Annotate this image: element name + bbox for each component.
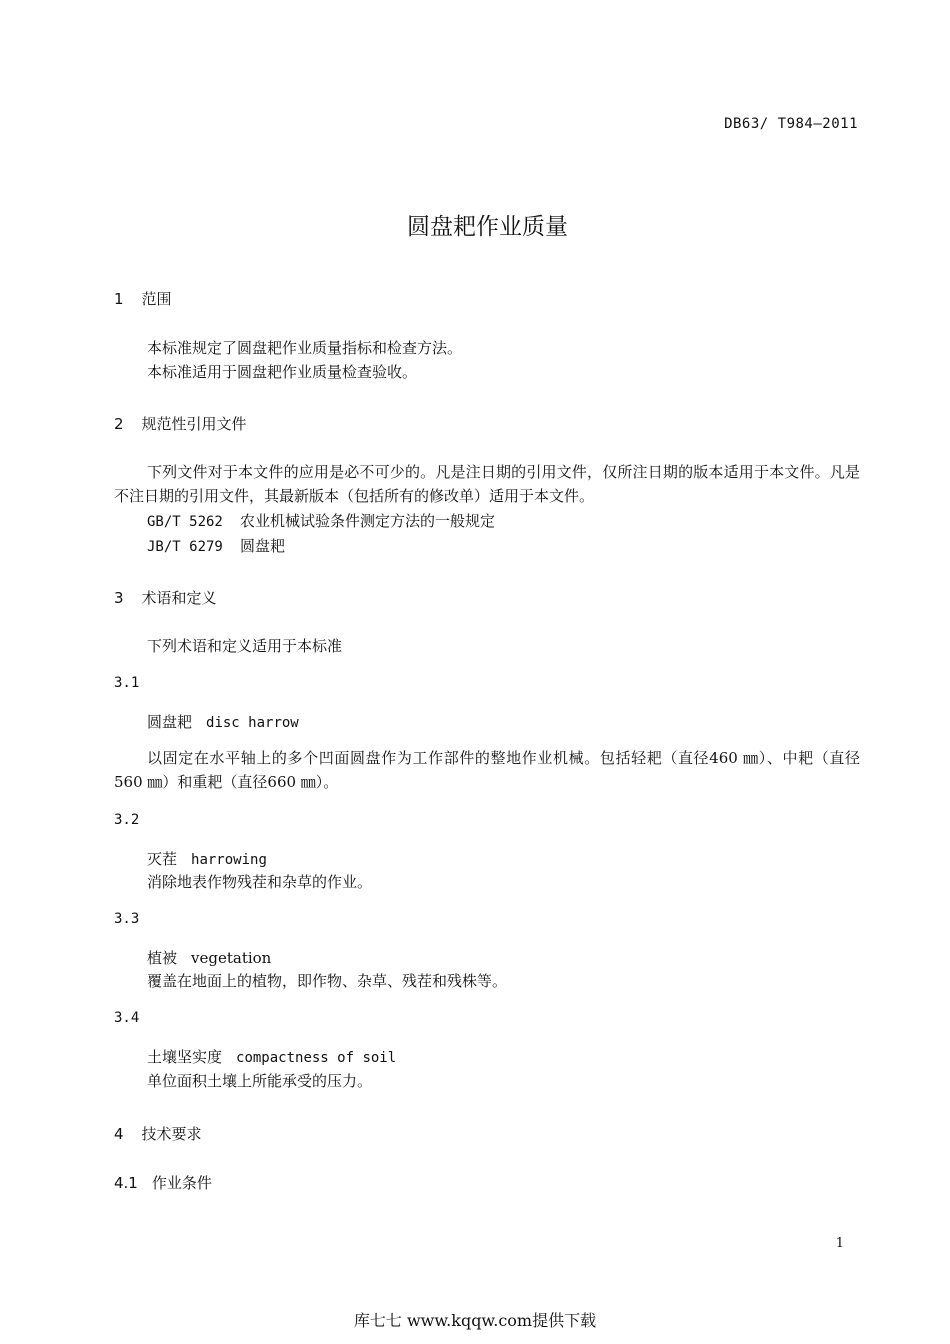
subsection-4-1-heading [114,1172,212,1193]
reference-title: 圆盘耙 [240,537,286,555]
document-title: 圆盘耙作业质量 [407,214,568,240]
section-title: 规范性引用文件 [141,415,247,433]
reference-code: GB/T 5262 [147,514,223,530]
section-1-heading [114,288,172,309]
reference-title: 农业机械试验条件测定方法的一般规定 [240,512,496,530]
section-4-heading [114,1123,202,1144]
term-number: 3.1 [114,675,140,691]
term-heading [147,1046,396,1067]
section-2-paragraph: 下列文件对于本文件的应用是必不可少的。凡是注日期的引用文件，仅所注日期的版本适用于本文件。凡是不注日期的引用文件，其最新版本（包括所有的修改单）适用于本文件。 [114,463,860,505]
section-3-heading [114,587,217,608]
subsection-number: 4.1 [114,1174,138,1192]
term-definition: 消除地表作物残茬和杂草的作业。 [147,873,373,891]
reference-item [147,534,285,559]
section-number: 4 [114,1125,124,1143]
section-number: 1 [114,290,124,308]
section-number: 3 [114,589,124,607]
term-zh: 植被 [147,949,178,967]
section-number: 2 [114,415,124,433]
reference-item [147,509,495,534]
subsection-title: 作业条件 [151,1174,212,1192]
section-1-line-1: 本标准规定了圆盘耙作业质量指标和检查方法。 [147,339,463,357]
footer-watermark[interactable]: 库七七 www.kqqw.com提供下载 [353,1311,597,1330]
section-title: 技术要求 [141,1125,202,1143]
term-zh: 土壤坚实度 [147,1048,223,1066]
term-definition: 覆盖在地面上的植物，即作物、杂草、残茬和残株等。 [147,972,508,990]
term-en: harrowing [191,852,267,868]
term-zh: 灭茬 [147,850,178,868]
term-en: disc harrow [206,715,299,731]
section-title: 范围 [141,290,172,308]
document-code: DB63/ T984—2011 [724,116,858,132]
term-heading [147,947,271,968]
term-heading [147,848,267,869]
reference-code: JB/T 6279 [147,539,223,555]
page-number: 1 [835,1236,844,1251]
term-definition: 单位面积土壤上所能承受的压力。 [147,1072,373,1090]
term-en: compactness of soil [236,1050,397,1066]
term-en: vegetation [191,949,272,967]
term-zh: 圆盘耙 [147,713,193,731]
section-2-heading [114,413,247,434]
section-3-intro: 下列术语和定义适用于本标准 [147,637,343,655]
term-definition: 以固定在水平轴上的多个凹面圆盘作为工作部件的整地作业机械。包括轻耙（直径460 ㎜）、中耙（直径560 ㎜）和重耙（直径660 ㎜）。 [114,749,860,791]
term-number: 3.4 [114,1010,140,1026]
section-title: 术语和定义 [141,589,217,607]
term-number: 3.2 [114,812,140,828]
term-number: 3.3 [114,911,140,927]
term-heading [147,711,299,732]
section-1-line-2: 本标准适用于圆盘耙作业质量检查验收。 [147,363,418,381]
